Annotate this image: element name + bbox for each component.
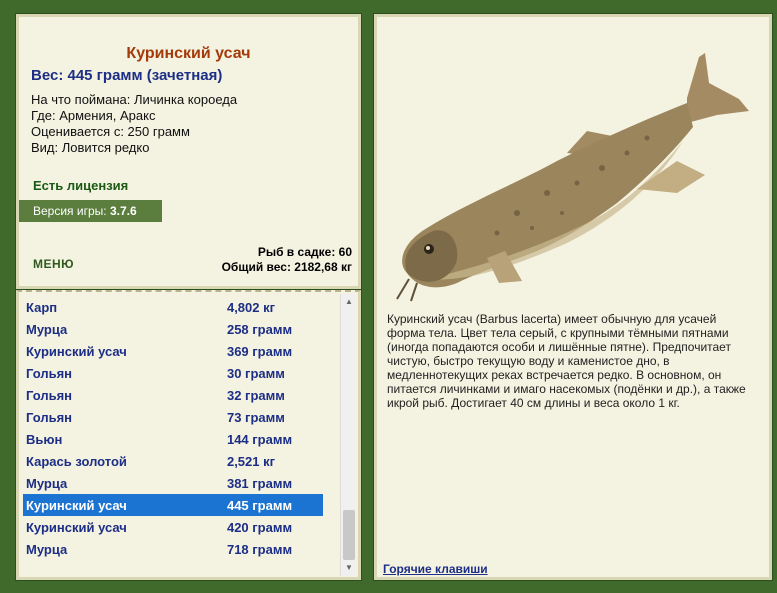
- catch-weight: 4,802 кг: [226, 299, 276, 315]
- catch-weight: 73 грамм: [226, 409, 285, 425]
- catch-row[interactable]: [23, 516, 323, 538]
- catch-name: Мурца: [26, 541, 68, 557]
- catch-row[interactable]: [23, 296, 323, 318]
- catch-weight: 258 грамм: [226, 321, 293, 337]
- fish-weight: Вес: 445 грамм (зачетная): [31, 67, 223, 84]
- catch-list[interactable]: [23, 296, 323, 560]
- hotkeys-link[interactable]: Горячие клавиши: [383, 562, 488, 576]
- catch-list-panel: [16, 290, 361, 580]
- catch-row[interactable]: [23, 362, 323, 384]
- catch-weight: 2,521 кг: [226, 453, 276, 469]
- catch-weight: 718 грамм: [226, 541, 293, 557]
- catch-name: Куринский усач: [26, 497, 127, 513]
- license-status: Есть лицензия: [33, 178, 129, 193]
- catch-weight: 30 грамм: [226, 365, 285, 381]
- location-info: Где: Армения, Аракс: [31, 108, 156, 123]
- catch-name: Мурца: [26, 475, 68, 491]
- total-weight: Общий вес: 2182,68 кг: [221, 260, 352, 274]
- catch-weight: 369 грамм: [226, 343, 293, 359]
- catch-row[interactable]: [23, 340, 323, 362]
- catch-name: Гольян: [26, 409, 73, 425]
- version-label: Версия игры:: [33, 204, 107, 218]
- fish-count: Рыб в садке: 60: [257, 245, 352, 259]
- catch-row[interactable]: [23, 318, 323, 340]
- scroll-up-icon[interactable]: ▲: [345, 297, 353, 306]
- fish-image: [387, 43, 767, 303]
- catch-weight: 420 грамм: [226, 519, 293, 535]
- fish-detail-panel: [374, 14, 772, 580]
- catch-name: Карп: [26, 299, 58, 315]
- catch-name: Мурца: [26, 321, 68, 337]
- fish-info-panel: [16, 14, 361, 289]
- list-scrollbar[interactable]: [340, 294, 356, 576]
- catch-row[interactable]: [23, 428, 323, 450]
- catch-name: Гольян: [26, 365, 73, 381]
- version-badge: [19, 200, 162, 222]
- catch-row[interactable]: [23, 450, 323, 472]
- version-value: 3.7.6: [109, 204, 137, 218]
- catch-name: Куринский усач: [26, 519, 127, 535]
- catch-weight: 144 грамм: [226, 431, 293, 447]
- fish-name: Куринский усач: [126, 45, 251, 62]
- scroll-thumb[interactable]: [343, 510, 355, 560]
- catch-name: Куринский усач: [26, 343, 127, 359]
- catch-row[interactable]: [23, 472, 323, 494]
- catch-name: Карась золотой: [26, 453, 127, 469]
- fish-description: Куринский усач (Barbus lacerta) имеет обычную для усачей форма тела. Цвет тела серый, с крупными тёмными пятнами (иногда попадаются особи и лишённые пятне). Предпочитает чистую, быстро текущую воду и каменистое дно, в медленнотекущих реках встречается редко. В основном, он питается личинками и имаго насекомых (подёнки и др.), а также икрой рыб. Достигает 40 см длины и веса около 1 кг.: [387, 312, 746, 410]
- cage-stats: [222, 245, 352, 275]
- min-weight-info: Оценивается с: 250 грамм: [31, 124, 190, 139]
- catch-name: Гольян: [26, 387, 73, 403]
- rarity-info: Вид: Ловится редко: [31, 140, 150, 155]
- catch-weight: 32 грамм: [226, 387, 285, 403]
- catch-weight: 445 грамм: [226, 497, 293, 513]
- catch-row[interactable]: [23, 538, 323, 560]
- catch-row[interactable]: [23, 494, 323, 516]
- catch-row[interactable]: [23, 406, 323, 428]
- catch-weight: 381 грамм: [226, 475, 293, 491]
- catch-row[interactable]: [23, 384, 323, 406]
- menu-button[interactable]: МЕНЮ: [33, 257, 75, 271]
- catch-name: Вьюн: [26, 431, 63, 447]
- bait-info: На что поймана: Личинка короеда: [31, 92, 238, 107]
- scroll-down-icon[interactable]: ▼: [345, 563, 353, 572]
